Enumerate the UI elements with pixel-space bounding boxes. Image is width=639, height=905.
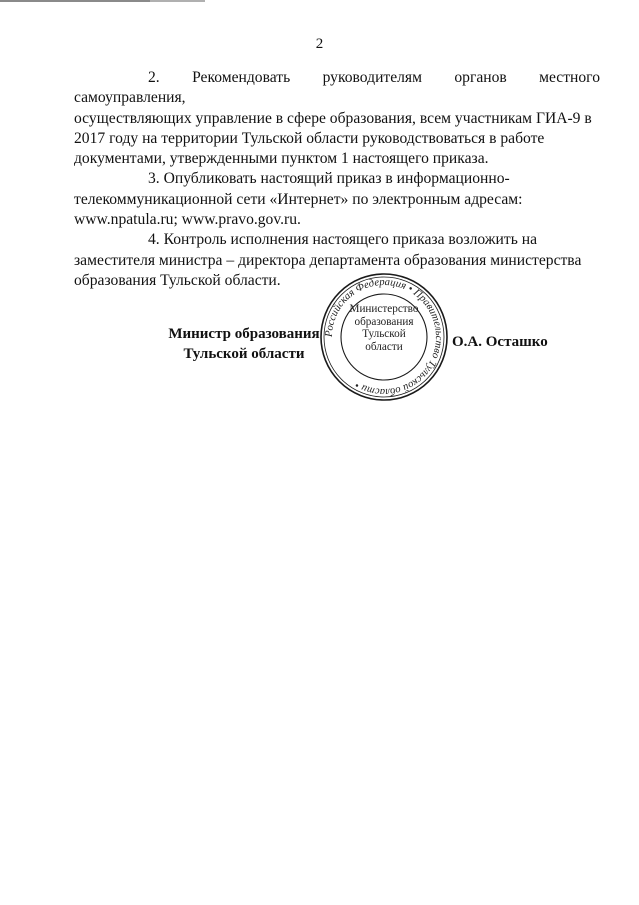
- paragraph-2-line-2: осуществляющих управление в сфере образования, всем участникам ГИА-9 в: [74, 109, 592, 127]
- seal-center-line-1: Министерство: [349, 303, 419, 315]
- paragraph-2-line-4: документами, утвержденными пунктом 1 настоящего приказа.: [74, 150, 489, 168]
- paragraph-2: [74, 68, 600, 169]
- signatory-title-line-2: Тульской области: [183, 346, 305, 362]
- paragraph-3-line-2: телекоммуникационной сети «Интернет» по электронным адресам:: [74, 190, 523, 208]
- paragraph-3: [74, 169, 600, 230]
- seal-center-line-2: образования: [354, 315, 414, 328]
- signatory-name: О.А. Осташко: [452, 334, 548, 350]
- scan-edge-mark: [0, 0, 150, 2]
- paragraph-3-line-3: www.npatula.ru; www.pravo.gov.ru.: [74, 211, 301, 229]
- seal-center-line-4: области: [365, 340, 403, 353]
- paragraph-3-line-1: 3. Опубликовать настоящий приказ в информационно-: [148, 170, 510, 188]
- seal-center-text: [346, 303, 422, 353]
- paragraph-4-line-2: заместителя министра – директора департамента образования министерства: [74, 251, 582, 269]
- paragraph-2-line-1: 2. Рекомендовать руководителям органов местного самоуправления,: [74, 69, 600, 107]
- order-body: [74, 68, 600, 291]
- signatory-title-line-1: Министр образования: [168, 326, 320, 342]
- paragraph-2-line-3: 2017 году на территории Тульской области руководствоваться в работе: [74, 129, 545, 147]
- paragraph-4-line-1: 4. Контроль исполнения настоящего приказа возложить на: [148, 231, 537, 249]
- seal-ring-text: Российская Федерация • Правительство Тульской области •: [323, 276, 445, 398]
- signatory-title: [164, 324, 324, 364]
- seal-center-line-3: Тульской: [362, 328, 406, 341]
- page-number: 2: [315, 36, 324, 52]
- paragraph-4-line-3: образования Тульской области.: [74, 271, 281, 289]
- scan-edge-mark-2: [150, 0, 205, 2]
